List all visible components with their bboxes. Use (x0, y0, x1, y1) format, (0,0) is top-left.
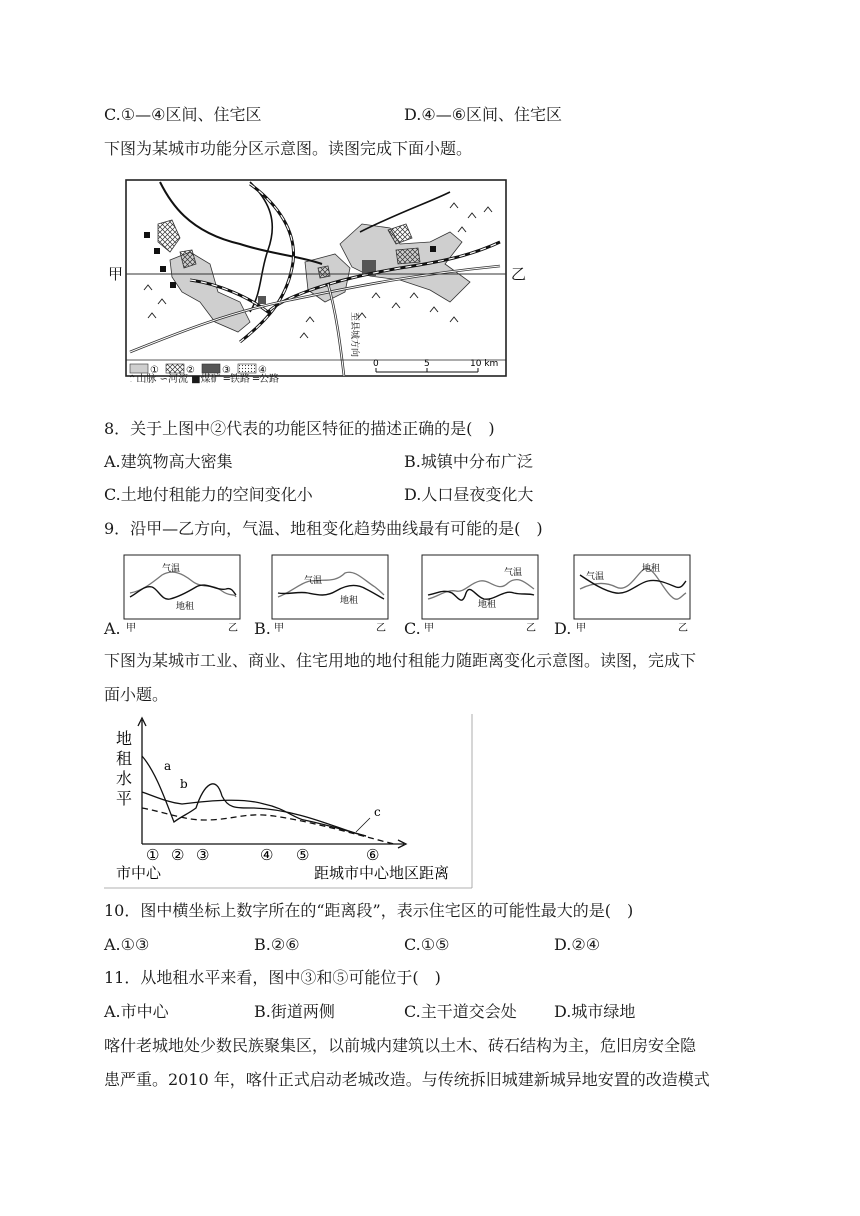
end-label-right: 乙 (376, 623, 386, 634)
passage-line-2: 患严重。2010 年，喀什正式启动老城改造。与传统拆旧城建新城异地安置的改造模式 (104, 1070, 710, 1089)
q9-option-letter: A. (104, 619, 121, 638)
q8-option-d: D.人口昼夜变化大 (404, 485, 534, 504)
intro-chart-2: 面小题。 (104, 685, 169, 704)
rent-label: 地租 (478, 600, 497, 610)
curve-label-a: a (164, 759, 172, 773)
ylabel-char-3: 平 (116, 789, 133, 808)
passage-line-1: 喀什老城地处少数民族聚集区，以前城内建筑以土木、砖石结构为主，危旧房安全隐 (104, 1036, 697, 1055)
legend-mountain-icon: ⌃ (128, 374, 137, 385)
q9-option-graph (572, 553, 694, 635)
q9-option-graph (270, 553, 392, 635)
tick-1: ① (146, 846, 160, 864)
end-label-right: 乙 (228, 623, 238, 634)
q9-option-letter: B. (254, 619, 271, 638)
tick-4: ④ (260, 846, 274, 864)
temperature-label: 气温 (504, 568, 523, 578)
ylabel-char-2: 水 (116, 769, 133, 788)
legend-railway: 铁路 (229, 374, 250, 385)
legend-coal: 煤矿 (200, 374, 221, 385)
legend-river-icon: ∽ (159, 374, 168, 385)
q10-option-a: A.①③ (104, 935, 150, 954)
legend-3: ③ (222, 365, 231, 376)
legend-road-icon: ═ (253, 374, 260, 385)
q8-option-b: B.城镇中分布广泛 (404, 452, 533, 471)
map-direction-text: 至县城方向 (349, 312, 359, 358)
end-label-right: 乙 (526, 623, 536, 634)
q11-option-a: A.市中心 (104, 1002, 169, 1021)
end-label-left: 甲 (274, 623, 284, 634)
q8-option-a: A.建筑物高大密集 (104, 452, 233, 471)
ylabel-char-0: 地 (116, 729, 133, 748)
legend-row-2 (128, 374, 279, 386)
legend-mountain: 山脉 (136, 374, 157, 385)
rent-label: 地租 (176, 602, 195, 612)
end-label-right: 乙 (678, 623, 688, 634)
q10-option-b: B.②⑥ (254, 935, 300, 954)
curve-label-c: c (374, 805, 381, 819)
xlabel-right: 距城市中心地区距离 (314, 864, 450, 882)
intro-chart-1: 下图为某城市工业、商业、住宅用地的地付租能力随距离变化示意图。读图，完成下 (104, 651, 697, 670)
q8-option-c: C.土地付租能力的空间变化小 (104, 485, 313, 504)
q9-option-letter: C. (404, 619, 421, 638)
map-label-right: 乙 (511, 265, 527, 283)
end-label-left: 甲 (576, 623, 586, 634)
scale-5: 5 (424, 359, 430, 369)
temperature-label: 气温 (586, 572, 605, 582)
legend-coal-icon: ■ (191, 374, 201, 385)
q11-option-d: D.城市绿地 (554, 1002, 636, 1021)
legend-river: 河流 (167, 374, 188, 385)
q9-stem: 9．沿甲—乙方向，气温、地租变化趋势曲线最有可能的是( ) (104, 519, 543, 538)
q10-option-c: C.①⑤ (404, 935, 450, 954)
temperature-label: 气温 (304, 576, 323, 586)
temperature-label: 气温 (162, 564, 181, 574)
legend-road: 公路 (259, 374, 280, 385)
scale-0: 0 (373, 359, 379, 369)
intro-map: 下图为某城市功能分区示意图。读图完成下面小题。 (104, 139, 473, 158)
rent-label: 地租 (340, 596, 359, 606)
q10-stem: 10．图中横坐标上数字所在的“距离段”，表示住宅区的可能性最大的是( ) (104, 901, 634, 920)
rent-label: 地租 (642, 564, 661, 574)
tick-6: ⑥ (366, 846, 380, 864)
rent-distance-chart (104, 712, 474, 890)
tick-5: ⑤ (296, 846, 310, 864)
q10-option-d: D.②④ (554, 935, 601, 954)
tick-3: ③ (196, 846, 210, 864)
legend-4: ④ (258, 365, 267, 376)
curve-a (142, 756, 366, 836)
q11-stem: 11．从地租水平来看，图中③和⑤可能位于( ) (104, 968, 441, 987)
legend-1: ① (150, 365, 159, 376)
q11-option-b: B.街道两侧 (254, 1002, 335, 1021)
scale-10: 10 km (470, 359, 499, 369)
q7-option-c: C.①—④区间、住宅区 (104, 105, 262, 124)
curve-b (142, 792, 366, 836)
legend-2: ② (186, 365, 195, 376)
legend-railway-icon: ═ (223, 374, 230, 385)
q9-option-letter: D. (554, 619, 572, 638)
curve-c (142, 808, 394, 844)
curve-label-b: b (180, 777, 188, 791)
ylabel-char-1: 租 (116, 749, 133, 768)
end-label-left: 甲 (424, 623, 434, 634)
city-function-map (100, 172, 540, 382)
map-label-left: 甲 (108, 265, 124, 283)
q7-option-d: D.④—⑥区间、住宅区 (404, 105, 563, 124)
q9-option-graph (122, 553, 244, 635)
q8-stem: 8．关于上图中②代表的功能区特征的描述正确的是( ) (104, 419, 495, 438)
tick-2: ② (171, 846, 185, 864)
q11-option-c: C.主干道交会处 (404, 1002, 517, 1021)
xlabel-left: 市中心 (116, 864, 162, 882)
q9-option-graph (420, 553, 542, 635)
end-label-left: 甲 (126, 623, 136, 634)
